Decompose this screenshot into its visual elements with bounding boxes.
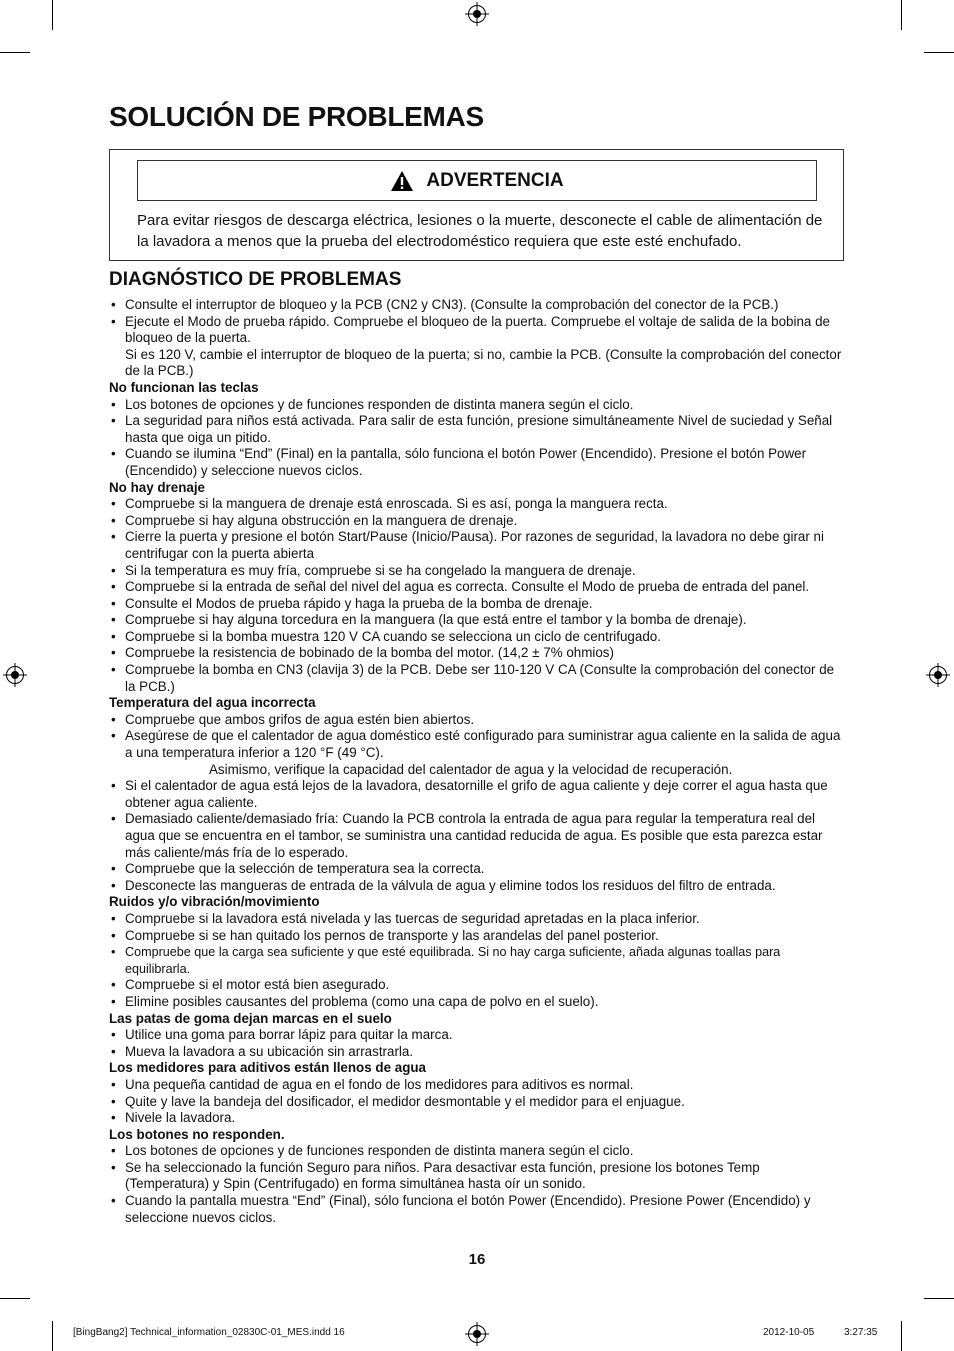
group-list (109, 1077, 847, 1127)
list-item: • Compruebe si se han quitado los pernos de transporte y las arandelas del panel posterior. (109, 928, 847, 945)
group-list (109, 397, 847, 480)
list-item: • Nivele la lavadora. (109, 1110, 847, 1127)
list-item: • Compruebe si hay alguna torcedura en la manguera (la que está entre el tambor y la bomba de drenaje). (109, 612, 847, 629)
crop-mark (901, 1321, 902, 1351)
list-item: • Si el calentador de agua está lejos de la lavadora, desatornille el grifo de agua caliente y deje correr el agua hasta que obtener agua caliente. (109, 778, 847, 811)
registration-mark-icon (6, 666, 24, 684)
list-item: • Compruebe si la manguera de drenaje está enroscada. Si es así, ponga la manguera recta. (109, 496, 847, 513)
crop-mark (0, 1298, 30, 1299)
group-list (109, 911, 847, 1011)
list-item: • Compruebe si la bomba muestra 120 V CA cuando se selecciona un ciclo de centrifugado. (109, 629, 847, 646)
list-item: • Cuando se ilumina “End” (Final) en la pantalla, sólo funciona el botón Power (Encendido). Presione el botón Power (Encendido) y seleccione nuevos ciclos. (109, 446, 847, 479)
list-item: • Consulte el interruptor de bloqueo y la PCB (CN2 y CN3). (Consulte la comprobación del conector de la PCB.) (109, 297, 847, 314)
list-item: • Cuando la pantalla muestra “End” (Final), sólo funciona el botón Power (Encendido). Presione Power (Encendido) y seleccione nuevos ciclos. (109, 1193, 847, 1226)
group-title: Los botones no responden. (109, 1126, 285, 1142)
list-item: • Compruebe si la lavadora está nivelada y las tuercas de seguridad apretadas en la placa inferior. (109, 911, 847, 928)
crop-mark (52, 0, 53, 30)
intro-list (109, 297, 847, 380)
group-title: Ruidos y/o vibración/movimiento (109, 894, 320, 910)
list-item: • Una pequeña cantidad de agua en el fondo de los medidores para aditivos es normal. (109, 1077, 847, 1094)
list-item: • Compruebe que la selección de temperatura sea la correcta. (109, 861, 847, 878)
group-list (109, 496, 847, 695)
list-item: • Compruebe la bomba en CN3 (clavija 3) de la PCB. Debe ser 110-120 V CA (Consulte la comprobación del conector de la PCB.) (109, 662, 847, 695)
list-item: • Consulte el Modos de prueba rápido y haga la prueba de la bomba de drenaje. (109, 596, 847, 613)
page-number: 16 (468, 1251, 486, 1268)
list-item: • Si la temperatura es muy fría, compruebe si se ha congelado la manguera de drenaje. (109, 563, 847, 580)
warning-box (109, 149, 844, 261)
group-list (109, 712, 847, 762)
list-item (109, 314, 847, 380)
crop-mark (924, 52, 954, 53)
list-item: • Compruebe la resistencia de bobinado de la bomba del motor. (14,2 ± 7% ohmios) (109, 645, 847, 662)
list-item: • Mueva la lavadora a su ubicación sin arrastrarla. (109, 1044, 847, 1061)
group-title: Los medidores para aditivos están llenos de agua (109, 1060, 427, 1076)
group-list (109, 1027, 847, 1060)
list-item: • Se ha seleccionado la función Seguro para niños. Para desactivar esta función, presione los botones Temp (Temperatura) y Spin (Centrifugado) en forma simultánea hasta oír un sonido. (109, 1160, 847, 1193)
page-title: SOLUCIÓN DE PROBLEMAS (109, 101, 484, 132)
list-item: • Quite y lave la bandeja del dosificador, el medidor desmontable y el medidor para el enjuague. (109, 1094, 847, 1111)
list-item: • Compruebe que ambos grifos de agua estén bien abiertos. (109, 712, 847, 729)
list-item: • Asegúrese de que el calentador de agua doméstico esté configurado para suministrar agua caliente en la salida de agua a una temperatura inferior a 120 °F (49 °C). (109, 728, 847, 761)
list-item: • Los botones de opciones y de funciones responden de distinta manera según el ciclo. (109, 397, 847, 414)
list-item: • Elimine posibles causantes del problema (como una capa de polvo en el suelo). (109, 994, 847, 1011)
list-item: • Los botones de opciones y de funciones responden de distinta manera según el ciclo. (109, 1143, 847, 1160)
warning-text: Para evitar riesgos de descarga eléctrica, lesiones o la muerte, desconecte el cable de alimentación de la lavadora a menos que la prueba del electrodoméstico requiera que este esté enchufado. (137, 212, 823, 250)
crop-mark (924, 1298, 954, 1299)
group-list (109, 778, 847, 894)
group-title: Las patas de goma dejan marcas en el suelo (109, 1010, 392, 1026)
warning-title: ADVERTENCIA (426, 169, 564, 191)
warning-triangle-icon (390, 170, 414, 192)
registration-mark-icon (929, 666, 947, 684)
note-text: Asimismo, verifique la capacidad del calentador de agua y la velocidad de recuperación. (209, 761, 733, 777)
crop-mark (52, 1321, 53, 1351)
list-item: • Desconecte las mangueras de entrada de la válvula de agua y elimine todos los residuos del filtro de entrada. (109, 878, 847, 895)
crop-mark (901, 0, 902, 30)
list-item-text: • Ejecute el Modo de prueba rápido. Compruebe el bloqueo de la puerta. Compruebe el voltaje de salida de la bobina de bloqueo de la puerta. (125, 313, 830, 346)
troubleshooting-content (109, 297, 847, 1226)
list-item: • La seguridad para niños está activada. Para salir de esta función, presione simultáneamente Nivel de suciedad y Señal hasta que oiga un pitido. (109, 413, 847, 446)
list-item: • Demasiado caliente/demasiado fría: Cuando la PCB controla la entrada de agua para regular la temperatura real del agua que se encuentra en el tambor, se suministra una cantidad reducida de agua. Es posible que esta parezca estar más caliente/más fría de lo esperado. (109, 811, 847, 861)
group-title: No funcionan las teclas (109, 379, 259, 395)
registration-mark-icon (468, 5, 486, 23)
list-item: • Compruebe si la entrada de señal del nivel del agua es correcta. Consulte el Modo de prueba de entrada del panel. (109, 579, 847, 596)
footer-date: 2012-10-05 (763, 1327, 815, 1338)
section-title: DIAGNÓSTICO DE PROBLEMAS (109, 269, 402, 290)
list-item: • Compruebe si el motor está bien asegurado. (109, 977, 847, 994)
footer-time: 3:27:35 (844, 1327, 878, 1338)
group-title: Temperatura del agua incorrecta (109, 695, 316, 711)
list-item: • Compruebe si hay alguna obstrucción en la manguera de drenaje. (109, 513, 847, 530)
group-list (109, 1143, 847, 1226)
list-item: • Cierre la puerta y presione el botón Start/Pause (Inicio/Pausa). Por razones de seguridad, la lavadora no debe girar ni centrifugar con la puerta abierta (109, 529, 847, 562)
warning-header (137, 160, 817, 201)
list-item: • Utilice una goma para borrar lápiz para quitar la marca. (109, 1027, 847, 1044)
crop-mark (0, 52, 30, 53)
group-title: No hay drenaje (109, 479, 205, 495)
registration-mark-icon (468, 1325, 486, 1343)
footer-file: [BingBang2] Technical_information_02830C-01_MES.indd 16 (73, 1327, 345, 1338)
list-item: • Compruebe que la carga sea suficiente y que esté equilibrada. Si no hay carga suficiente, añada algunas toallas para equilibrarla. (109, 944, 847, 977)
list-item-text: Si es 120 V, cambie el interruptor de bloqueo de la puerta; si no, cambie la PCB. (Consulte la comprobación del conector de la PCB.) (125, 346, 842, 379)
